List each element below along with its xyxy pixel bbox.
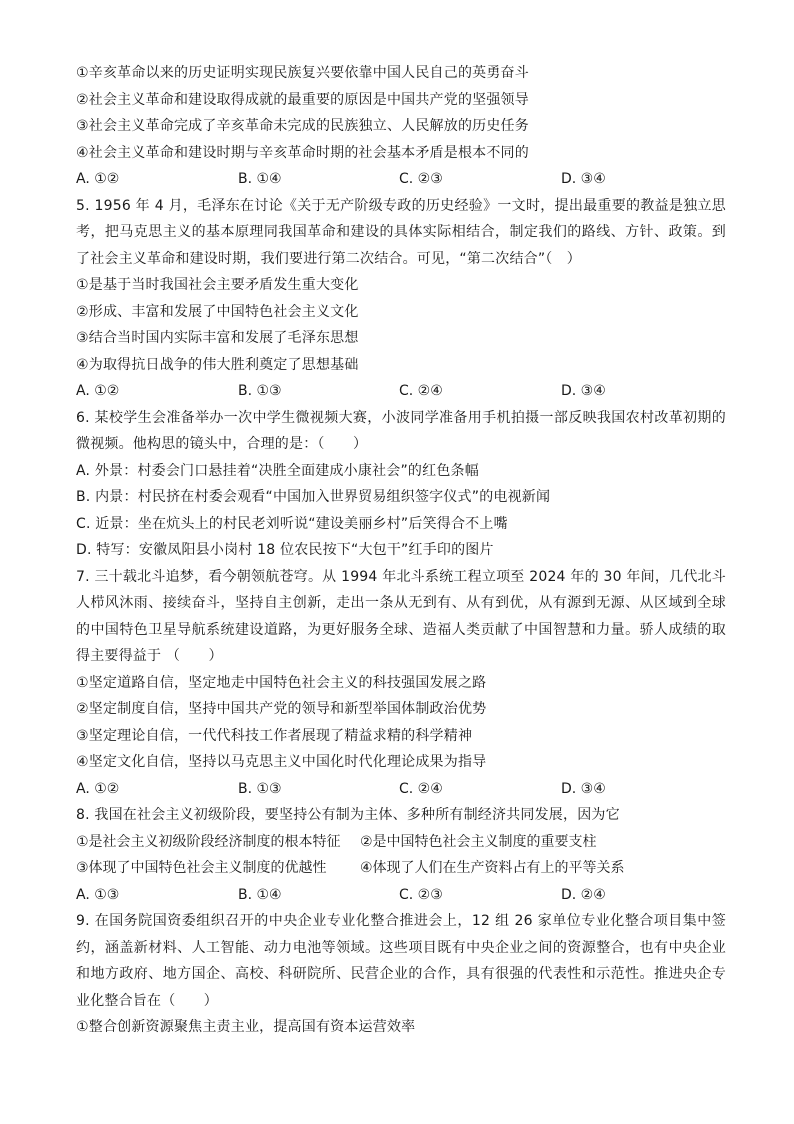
- exam-page: [76, 60, 726, 1041]
- option-d: D. ②④: [561, 886, 606, 903]
- statement-item: ③坚定理论自信，一代代科技工作者展现了精益求精的科学精神: [76, 727, 473, 744]
- statement-item: ①辛亥革命以来的历史证明实现民族复兴要依靠中国人民自己的英勇奋斗: [76, 65, 529, 81]
- statement-item: ③社会主义革命完成了辛亥革命未完成的民族独立、人民解放的历史任务: [76, 118, 529, 134]
- statement-item: ②社会主义革命和建设取得成就的最重要的原因是中国共产党的坚强领导: [76, 91, 529, 108]
- answer-options: [76, 166, 726, 193]
- option-b: B. ①④: [238, 886, 282, 903]
- question-stem: 9. 在国务院国资委组织召开的中央企业专业化整合推进会上，12 组 26 家单位专业化整合项目集中签约，涵盖新材料、人工智能、动力电池等领域。这些项目既有中央企业之间的资源整合，也有中央企业和地方政府、地方国企、高校、科研院所、民营企业的合作，具有很强的代表性和示范性。推进央企专业化整合旨在（ ）: [76, 913, 726, 1009]
- choice-a: A. 外景：村委会门口悬挂着“决胜全面建成小康社会”的红色条幅: [76, 462, 479, 479]
- option-c: C. ②③: [399, 171, 443, 187]
- statement-item: ②形成、丰富和发展了中国特色社会主义文化: [76, 303, 359, 320]
- statement-item: ④坚定文化自信，坚持以马克思主义中国化时代化理论成果为指导: [76, 754, 487, 770]
- statement-item: ①整合创新资源聚焦主责主业，提高国有资本运营效率: [76, 1019, 416, 1035]
- statement-item: ④为取得抗日战争的伟大胜利奠定了思想基础: [76, 356, 359, 373]
- question-7: [76, 564, 726, 803]
- option-b: B. ①③: [238, 383, 282, 399]
- option-b: B. ①④: [238, 171, 282, 187]
- option-d: D. ③④: [561, 171, 606, 187]
- choice-b: B. 内景：村民挤在村委会观看“中国加入世界贸易组织签字仪式”的电视新闻: [76, 489, 551, 505]
- option-a: A. ①②: [76, 780, 120, 797]
- question-8: [76, 802, 726, 908]
- option-c: C. ②④: [399, 383, 443, 399]
- statement-item: ①是基于当时我国社会主要矛盾发生重大变化: [76, 277, 359, 293]
- option-c: C. ②③: [399, 886, 443, 903]
- option-b: B. ①③: [238, 780, 282, 797]
- option-a: A. ①②: [76, 383, 120, 399]
- statement-item: ②坚定制度自信，坚持中国共产党的领导和新型举国体制政治优势: [76, 701, 487, 717]
- question-9: [76, 908, 726, 1041]
- statement-item: ①坚定道路自信，坚定地走中国特色社会主义的科技强国发展之路: [76, 674, 487, 691]
- answer-options: [76, 776, 726, 803]
- question-4: [76, 60, 726, 193]
- answer-options: [76, 378, 726, 405]
- statement-pair: [76, 855, 726, 882]
- answer-options: [76, 882, 726, 909]
- choice-d: D. 特写：安徽凤阳县小岗村 18 位农民按下“大包干”红手印的图片: [76, 542, 494, 558]
- statement-item: ③结合当时国内实际丰富和发展了毛泽东思想: [76, 330, 359, 346]
- statement-item: ④体现了人们在生产资料占有上的平等关系: [360, 860, 625, 876]
- statement-item: ③体现了中国特色社会主义制度的优越性: [76, 860, 327, 876]
- option-d: D. ③④: [561, 780, 606, 797]
- question-stem: 7. 三十载北斗追梦，看今朝领航苍穹。从 1994 年北斗系统工程立项至 2024 年的 30 年间，几代北斗人栉风沐雨、接续奋斗，坚持自主创新，走出一条从无到有、从有到优，从有源到无源、从区域到全球的中国特色卫星导航系统建设道路，为更好服务全球、造福人类贡献了中国智慧和力量。骄人成绩的取得主要得益于 （ ）: [76, 568, 726, 664]
- question-5: [76, 193, 726, 405]
- option-a: A. ①②: [76, 171, 120, 187]
- option-a: A. ①③: [76, 886, 120, 903]
- question-stem: 8. 我国在社会主义初级阶段，要坚持公有制为主体、多种所有制经济共同发展，因为它: [76, 807, 620, 823]
- option-c: C. ②④: [399, 780, 443, 797]
- option-d: D. ③④: [561, 383, 606, 399]
- statement-item: ④社会主义革命和建设时期与辛亥革命时期的社会基本矛盾是根本不同的: [76, 144, 529, 161]
- statement-item: ②是中国特色社会主义制度的重要支柱: [360, 833, 597, 850]
- statement-pair: [76, 829, 726, 856]
- question-6: [76, 405, 726, 564]
- statement-item: ①是社会主义初级阶段经济制度的根本特征: [76, 833, 341, 850]
- question-stem: 6. 某校学生会准备举办一次中学生微视频大赛，小波同学准备用手机拍摄一部反映我国农村改革初期的微视频。他构思的镜头中，合理的是：（ ）: [76, 409, 726, 452]
- choice-c: C. 近景：坐在炕头上的村民老刘听说“建设美丽乡村”后笑得合不上嘴: [76, 515, 508, 532]
- question-stem: 5. 1956 年 4 月，毛泽东在讨论《关于无产阶级专政的历史经验》一文时，提出最重要的教益是独立思考，把马克思主义的基本原理同我国革命和建设的具体实际相结合，制定我们的路线、方针、政策。到了社会主义革命和建设时期，我们要进行第二次结合。可见，“第二次结合”（ ）: [76, 197, 726, 267]
